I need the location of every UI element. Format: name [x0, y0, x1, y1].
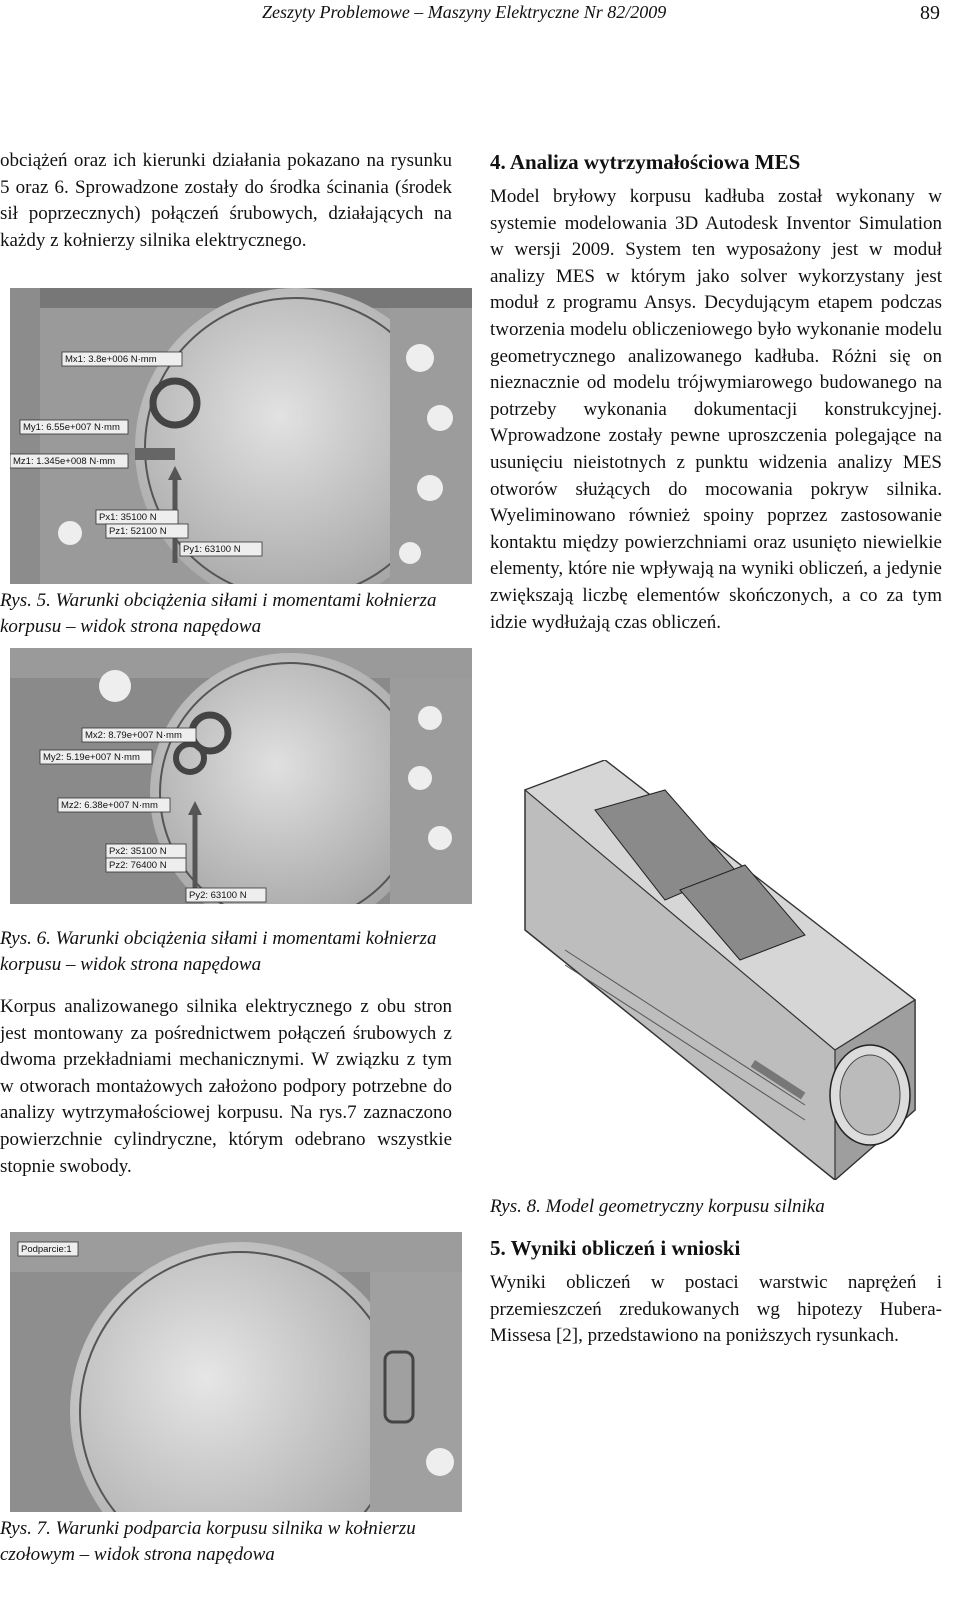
figure-5-image	[10, 288, 472, 584]
figure-6-image	[10, 648, 472, 904]
label-mx1: Mx1: 3.8e+006 N·mm	[65, 354, 157, 365]
label-mz2: Mz2: 6.38e+007 N·mm	[61, 800, 158, 811]
figure-8-caption: Rys. 8. Model geometryczny korpusu silnika	[490, 1196, 825, 1217]
label-pz1: Pz1: 52100 N	[109, 526, 167, 537]
label-pz2: Pz2: 76400 N	[109, 860, 167, 871]
journal-title: Zeszyty Problemowe – Maszyny Elektryczne Nr 82/2009	[262, 2, 667, 22]
page-number: 89	[920, 2, 940, 24]
label-px2: Px2: 35100 N	[109, 846, 167, 857]
figure-8-render	[505, 760, 935, 1180]
section-4-title: 4. Analiza wytrzymałościowa MES	[490, 150, 801, 174]
label-mx2: Mx2: 8.79e+007 N·mm	[85, 730, 182, 741]
section-4-paragraph: Model bryłowy korpusu kadłuba został wykonany w systemie modelowania 3D Autodesk Inventor Simulation w wersji 2009. System ten wyposażony jest w moduł analizy MES w którym jako solver wykorzystany jest moduł z programu Ansys. Decydującym etapem podczas tworzenia modelu obliczeniowego było wykonanie modelu geometrycznego analizowanego kadłuba. Różni się on nieznacznie od modelu trójwymiarowego budowanego na potrzeby wykonania dokumentacji konstrukcyjnej. Wprowadzone zostały pewne uproszczenia polegające na usunięciu nieistotnych z punktu widzenia analizy MES otworów służących do mocowania pokryw silnika. Wyeliminowano również spoiny poprzez zastosowanie kontaktu między powierzchniami oraz usunięto niewielkie elementy, które nie wpływają na wyniki obliczeń, a jedynie zwiększają liczbę elementów skończonych, a co za tym idzie wydłużają czas obliczeń.	[490, 186, 942, 633]
label-px1: Px1: 35100 N	[99, 512, 157, 523]
figure-6-caption: Rys. 6. Warunki obciążenia siłami i momentami kołnierza korpusu – widok strona napędowa	[0, 928, 437, 975]
intro-paragraph: obciążeń oraz ich kierunki działania pokazano na rysunku 5 oraz 6. Sprowadzone zostały do środka ścinania (środek sił poprzecznych) połączeń śrubowych, działających na każdy z kołnierzy silnika elektrycznego.	[0, 150, 452, 251]
label-py1: Py1: 63100 N	[183, 544, 241, 555]
figure-7-image	[10, 1232, 462, 1512]
figure-7-render	[10, 1232, 462, 1512]
support-paragraph: Korpus analizowanego silnika elektrycznego z obu stron jest montowany za pośrednictwem połączeń śrubowych z dwoma przekładniami mechanicznymi. W związku z tym w otworach montażowych założono podpory potrzebne do analizy wytrzymałościowej korpusu. Na rys.7 zaznaczono powierzchnie cylindryczne, którym odebrano wszystkie stopnie swobody.	[0, 996, 452, 1177]
figure-5-caption: Rys. 5. Warunki obciążenia siłami i momentami kołnierza korpusu – widok strona napędowa	[0, 590, 437, 637]
section-5-paragraph: Wyniki obliczeń w postaci warstwic naprężeń i przemieszczeń zredukowanych wg hipotezy Hubera-Missesa [2], przedstawiono na poniższych rysunkach.	[490, 1272, 942, 1347]
figure-5-render	[10, 288, 472, 584]
label-my2: My2: 5.19e+007 N·mm	[43, 752, 140, 763]
figure-8-image	[505, 760, 935, 1180]
figure-7-caption: Rys. 7. Warunki podparcia korpusu silnika w kołnierzu czołowym – widok strona napędowa	[0, 1518, 416, 1565]
label-mz1: Mz1: 1.345e+008 N·mm	[13, 456, 116, 467]
figure-6-render	[10, 648, 472, 904]
label-my1: My1: 6.55e+007 N·mm	[23, 422, 120, 433]
section-5-title: 5. Wyniki obliczeń i wnioski	[490, 1236, 741, 1260]
label-podparcie: Podparcie:1	[21, 1244, 72, 1255]
label-py2: Py2: 63100 N	[189, 890, 247, 901]
page-header	[0, 0, 960, 40]
